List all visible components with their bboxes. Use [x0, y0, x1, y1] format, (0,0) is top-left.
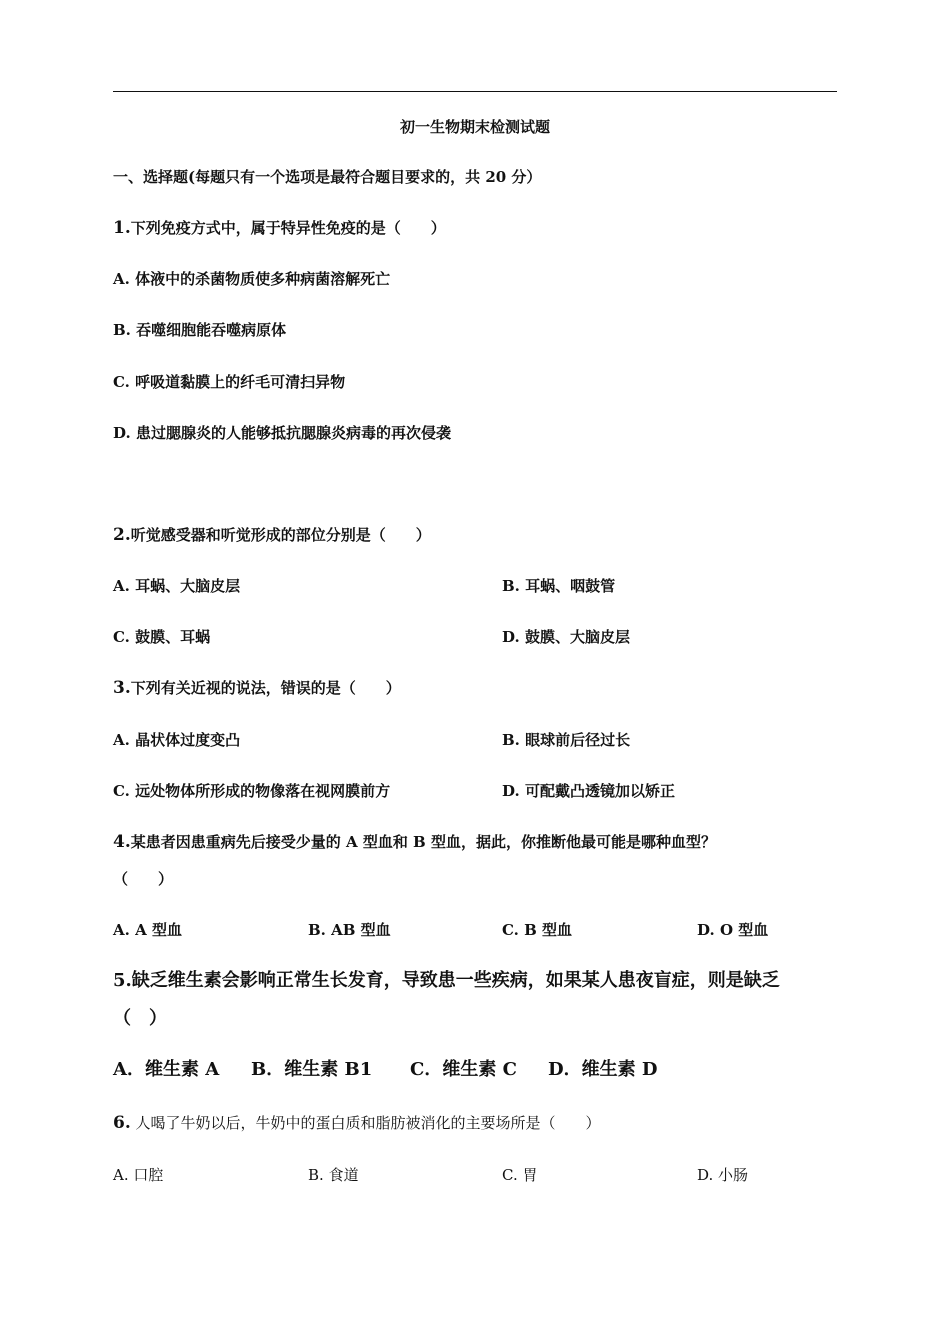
question-number: 1. — [113, 218, 131, 238]
q6-option-b — [308, 1165, 359, 1185]
q1-option-b — [113, 320, 286, 340]
question-number: 4. — [113, 832, 131, 852]
option-label: A. — [113, 1166, 129, 1184]
option-text: 维生素 A — [144, 1059, 220, 1080]
question-text: 人喝了牛奶以后，牛奶中的蛋白质和脂肪被消化的主要场所是（ ） — [135, 1114, 601, 1132]
q5-option-c — [410, 1058, 517, 1082]
option-label: D. — [502, 782, 520, 800]
question-2 — [113, 525, 431, 545]
option-text: 可配戴凸透镜加以矫正 — [524, 782, 675, 800]
option-label: D. — [113, 424, 131, 442]
q4-option-b — [308, 920, 391, 940]
q3-option-d — [502, 781, 675, 801]
q1-option-c — [113, 372, 345, 392]
option-text: 食道 — [328, 1166, 359, 1184]
q1-option-a — [113, 269, 390, 289]
option-text: 小肠 — [718, 1166, 749, 1184]
option-text: AB 型血 — [331, 921, 391, 939]
question-3 — [113, 678, 401, 698]
option-label: D. — [697, 1166, 714, 1184]
header-rule — [113, 91, 837, 92]
option-label: A. — [113, 921, 130, 939]
option-label: B. — [502, 577, 520, 595]
option-text: 吞噬细胞能吞噬病原体 — [136, 321, 287, 339]
option-text: 维生素 B1 — [284, 1059, 373, 1080]
q4-option-a — [113, 920, 182, 940]
option-text: 体液中的杀菌物质使多种病菌溶解死亡 — [135, 270, 391, 288]
q2-option-a — [113, 576, 240, 596]
option-label: C. — [113, 628, 130, 646]
q6-option-c — [502, 1165, 538, 1185]
option-label: D. — [502, 628, 520, 646]
q2-option-d — [502, 627, 630, 647]
option-text: B 型血 — [524, 921, 573, 939]
option-text: 维生素 C — [442, 1059, 517, 1080]
q3-option-c — [113, 781, 390, 801]
question-4-blank: （ ） — [113, 870, 174, 888]
question-number: 3. — [113, 678, 131, 698]
page-title: 初一生物期末检测试题 — [399, 118, 550, 136]
q2-option-b — [502, 576, 615, 596]
option-text: 耳蜗、大脑皮层 — [135, 577, 241, 595]
option-text: 患过腮腺炎的人能够抵抗腮腺炎病毒的再次侵袭 — [135, 424, 451, 442]
option-label: B. — [502, 731, 520, 749]
question-4 — [113, 832, 716, 852]
option-label: A． — [113, 1059, 145, 1080]
option-label: C． — [410, 1059, 443, 1080]
question-text: 听觉感受器和听觉形成的部位分别是（ ） — [130, 526, 431, 544]
section-heading: 一、选择题(每题只有一个选项是最符合题目要求的，共 20 分） — [113, 168, 542, 186]
question-6 — [113, 1113, 601, 1133]
option-text: 鼓膜、耳蜗 — [135, 628, 211, 646]
q4-option-c — [502, 920, 572, 940]
q3-option-b — [502, 730, 630, 750]
option-label: D. — [697, 921, 715, 939]
q2-option-c — [113, 627, 210, 647]
option-text: 耳蜗、咽鼓管 — [525, 577, 616, 595]
question-number: 2. — [113, 525, 131, 545]
option-label: B. — [308, 921, 326, 939]
q5-option-d — [548, 1058, 658, 1082]
question-1 — [113, 218, 446, 238]
question-number: 5. — [113, 970, 132, 991]
question-5 — [113, 969, 780, 993]
question-text: 下列有关近视的说法，错误的是（ ） — [130, 679, 401, 697]
option-label: C. — [502, 921, 519, 939]
option-label: A. — [113, 577, 130, 595]
option-label: B. — [308, 1166, 324, 1184]
option-label: C. — [113, 373, 130, 391]
option-text: 口腔 — [133, 1166, 164, 1184]
option-text: O 型血 — [719, 921, 769, 939]
option-text: 胃 — [522, 1166, 538, 1184]
q6-option-d — [697, 1165, 748, 1185]
option-label: B. — [113, 321, 131, 339]
option-text: 维生素 D — [581, 1059, 658, 1080]
question-text: 下列免疫方式中，属于特异性免疫的是（ ） — [130, 219, 446, 237]
option-label: A. — [113, 731, 130, 749]
q5-option-b — [251, 1058, 372, 1082]
question-number: 6. — [113, 1113, 131, 1133]
question-text: 某患者因患重病先后接受少量的 A 型血和 B 型血，据此，你推断他最可能是哪种血型？ — [130, 833, 716, 851]
option-label: A. — [113, 270, 130, 288]
option-label: D． — [548, 1059, 582, 1080]
option-text: 晶状体过度变凸 — [135, 731, 241, 749]
option-label: C. — [113, 782, 130, 800]
q5-option-a — [113, 1058, 219, 1082]
option-text: 鼓膜、大脑皮层 — [524, 628, 630, 646]
q1-option-d — [113, 423, 451, 443]
option-label: C. — [502, 1166, 518, 1184]
q4-option-d — [697, 920, 768, 940]
option-text: 呼吸道黏膜上的纤毛可清扫异物 — [135, 373, 346, 391]
q3-option-a — [113, 730, 240, 750]
option-text: A 型血 — [135, 921, 182, 939]
question-text: 缺乏维生素会影响正常生长发育，导致患一些疾病，如果某人患夜盲症，则是缺乏 — [131, 970, 780, 991]
option-label: B． — [251, 1059, 285, 1080]
option-text: 眼球前后径过长 — [525, 731, 631, 749]
option-text: 远处物体所形成的物像落在视网膜前方 — [135, 782, 391, 800]
q6-option-a — [113, 1165, 163, 1185]
question-5-blank: （ ） — [113, 1008, 167, 1029]
